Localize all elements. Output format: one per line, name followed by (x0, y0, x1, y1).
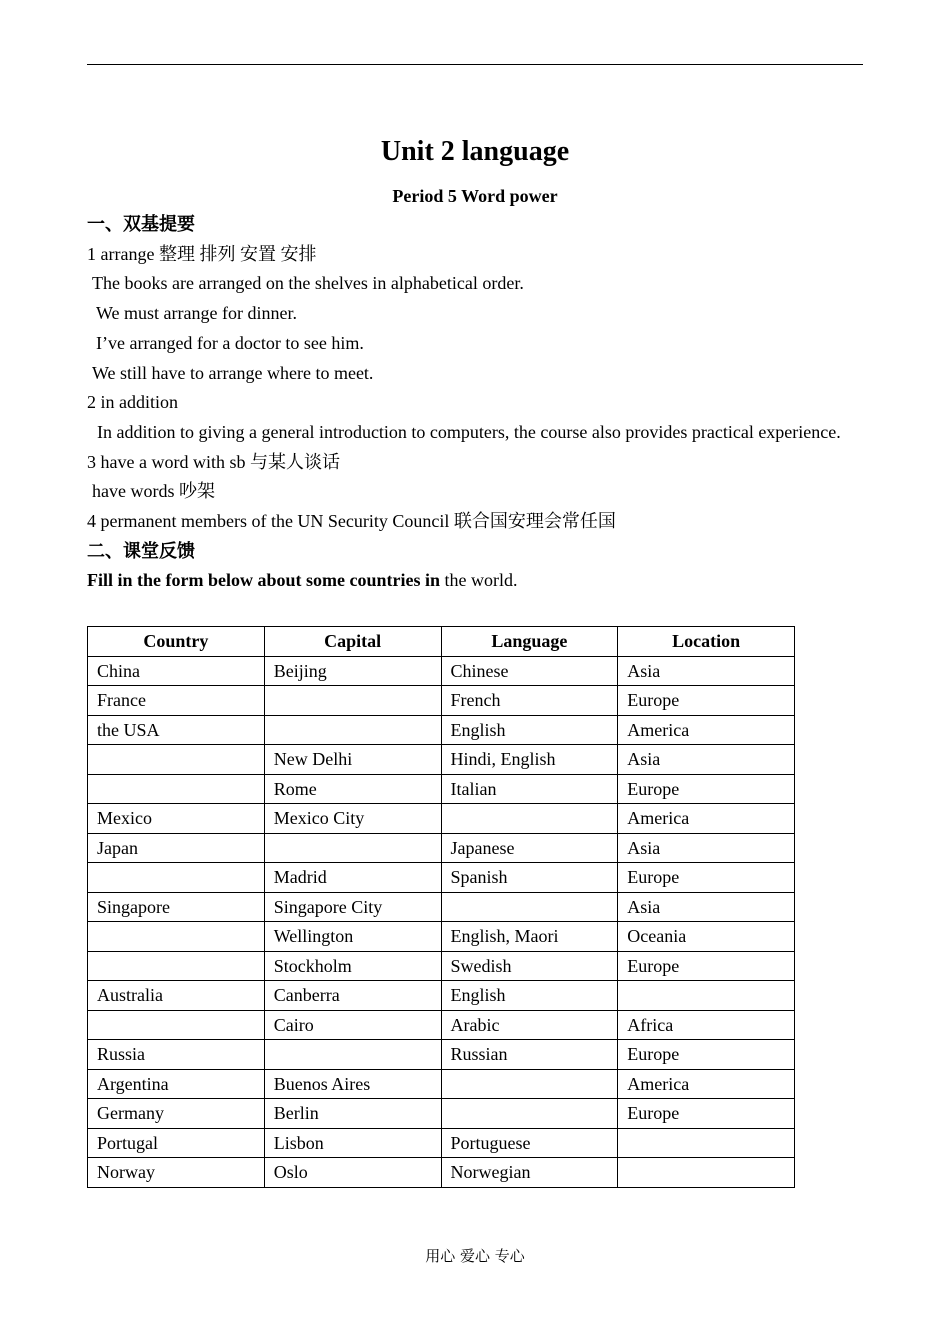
cell-capital (264, 686, 441, 716)
cell-capital: Rome (264, 774, 441, 804)
table-row (88, 1099, 795, 1129)
cell-location: Europe (618, 863, 795, 893)
cell-country (88, 745, 265, 775)
cell-capital: Oslo (264, 1158, 441, 1188)
item1-head: 1 arrange 整理 排列 安置 安排 (87, 243, 317, 264)
table-row (88, 745, 795, 775)
section1-heading: 一、双基提要 (87, 214, 195, 234)
cell-country (88, 951, 265, 981)
table-row (88, 686, 795, 716)
cell-capital (264, 715, 441, 745)
item3-sub: have words 吵架 (92, 481, 215, 502)
table-row (88, 774, 795, 804)
section2-heading: 二、课堂反馈 (87, 540, 195, 561)
cell-capital: Berlin (264, 1099, 441, 1129)
cell-country (88, 922, 265, 952)
table-row (88, 922, 795, 952)
cell-language: Hindi, English (441, 745, 618, 775)
cell-country: Norway (88, 1158, 265, 1188)
item4-head: 4 permanent members of the UN Security Council 联合国安理会常任国 (87, 511, 616, 532)
cell-location: Africa (618, 1010, 795, 1040)
cell-location: Europe (618, 1099, 795, 1129)
cell-location (618, 1158, 795, 1188)
item2-example: In addition to giving a general introduction to computers, the course also provides practical experience. (97, 421, 841, 442)
cell-language: Russian (441, 1040, 618, 1070)
cell-location: America (618, 715, 795, 745)
cell-capital: Lisbon (264, 1128, 441, 1158)
cell-language: English, Maori (441, 922, 618, 952)
table-row (88, 981, 795, 1011)
cell-country: the USA (88, 715, 265, 745)
table-row (88, 1158, 795, 1188)
header-location: Location (618, 627, 795, 657)
cell-country: Japan (88, 833, 265, 863)
cell-capital: Beijing (264, 656, 441, 686)
cell-language: Italian (441, 774, 618, 804)
item2-head: 2 in addition (87, 392, 178, 413)
cell-location: America (618, 1069, 795, 1099)
cell-capital: Buenos Aires (264, 1069, 441, 1099)
cell-language: Chinese (441, 656, 618, 686)
cell-language: Norwegian (441, 1158, 618, 1188)
table-row (88, 833, 795, 863)
cell-capital: Canberra (264, 981, 441, 1011)
cell-capital: Madrid (264, 863, 441, 893)
cell-country (88, 774, 265, 804)
cell-country: Portugal (88, 1128, 265, 1158)
cell-capital (264, 1040, 441, 1070)
table-header-row (88, 627, 795, 657)
cell-country: China (88, 656, 265, 686)
item1-example-3: I’ve arranged for a doctor to see him. (96, 332, 364, 353)
cell-language: Portuguese (441, 1128, 618, 1158)
cell-location: Europe (618, 686, 795, 716)
cell-country: France (88, 686, 265, 716)
header-rule (87, 64, 863, 65)
cell-country: Germany (88, 1099, 265, 1129)
table-row (88, 1040, 795, 1070)
cell-language: French (441, 686, 618, 716)
table-row (88, 892, 795, 922)
cell-country: Russia (88, 1040, 265, 1070)
cell-location: Asia (618, 745, 795, 775)
cell-location (618, 1128, 795, 1158)
page-footer: 用心 爱心 专心 (425, 1247, 525, 1265)
table-row (88, 1010, 795, 1040)
table-row (88, 804, 795, 834)
cell-location: Oceania (618, 922, 795, 952)
table-row (88, 656, 795, 686)
cell-capital: New Delhi (264, 745, 441, 775)
cell-capital: Wellington (264, 922, 441, 952)
instruction-bold: Fill in the form below about some countries in (87, 570, 440, 591)
cell-location: America (618, 804, 795, 834)
cell-location: Europe (618, 1040, 795, 1070)
section2-instruction (87, 566, 863, 596)
page-title: Unit 2 language (380, 136, 570, 167)
item1-example-4: We still have to arrange where to meet. (92, 362, 374, 383)
page-subtitle: Period 5 Word power (392, 186, 558, 206)
cell-country: Singapore (88, 892, 265, 922)
instruction-rest: the world. (440, 570, 518, 591)
cell-location: Europe (618, 951, 795, 981)
cell-country (88, 863, 265, 893)
cell-capital: Stockholm (264, 951, 441, 981)
table-row (88, 715, 795, 745)
item1-example-2: We must arrange for dinner. (96, 303, 297, 324)
cell-country (88, 1010, 265, 1040)
cell-capital: Cairo (264, 1010, 441, 1040)
header-language: Language (441, 627, 618, 657)
cell-country: Mexico (88, 804, 265, 834)
header-capital: Capital (264, 627, 441, 657)
cell-language (441, 804, 618, 834)
cell-language: English (441, 981, 618, 1011)
table-row (88, 951, 795, 981)
cell-location: Asia (618, 656, 795, 686)
cell-location: Asia (618, 892, 795, 922)
item1-example-1: The books are arranged on the shelves in alphabetical order. (92, 273, 524, 294)
cell-capital: Mexico City (264, 804, 441, 834)
cell-language: Spanish (441, 863, 618, 893)
table-row (88, 1069, 795, 1099)
cell-language: Swedish (441, 951, 618, 981)
table-row (88, 1128, 795, 1158)
cell-capital (264, 833, 441, 863)
cell-country: Argentina (88, 1069, 265, 1099)
cell-country: Australia (88, 981, 265, 1011)
cell-capital: Singapore City (264, 892, 441, 922)
header-country: Country (88, 627, 265, 657)
cell-language (441, 1099, 618, 1129)
cell-language: Japanese (441, 833, 618, 863)
cell-language (441, 892, 618, 922)
cell-language: English (441, 715, 618, 745)
cell-location: Asia (618, 833, 795, 863)
table-body (88, 656, 795, 1187)
document-body (87, 210, 863, 596)
countries-table (87, 626, 795, 1188)
table-row (88, 863, 795, 893)
item3-head: 3 have a word with sb 与某人谈话 (87, 451, 340, 472)
cell-location: Europe (618, 774, 795, 804)
cell-language (441, 1069, 618, 1099)
cell-location (618, 981, 795, 1011)
cell-language: Arabic (441, 1010, 618, 1040)
